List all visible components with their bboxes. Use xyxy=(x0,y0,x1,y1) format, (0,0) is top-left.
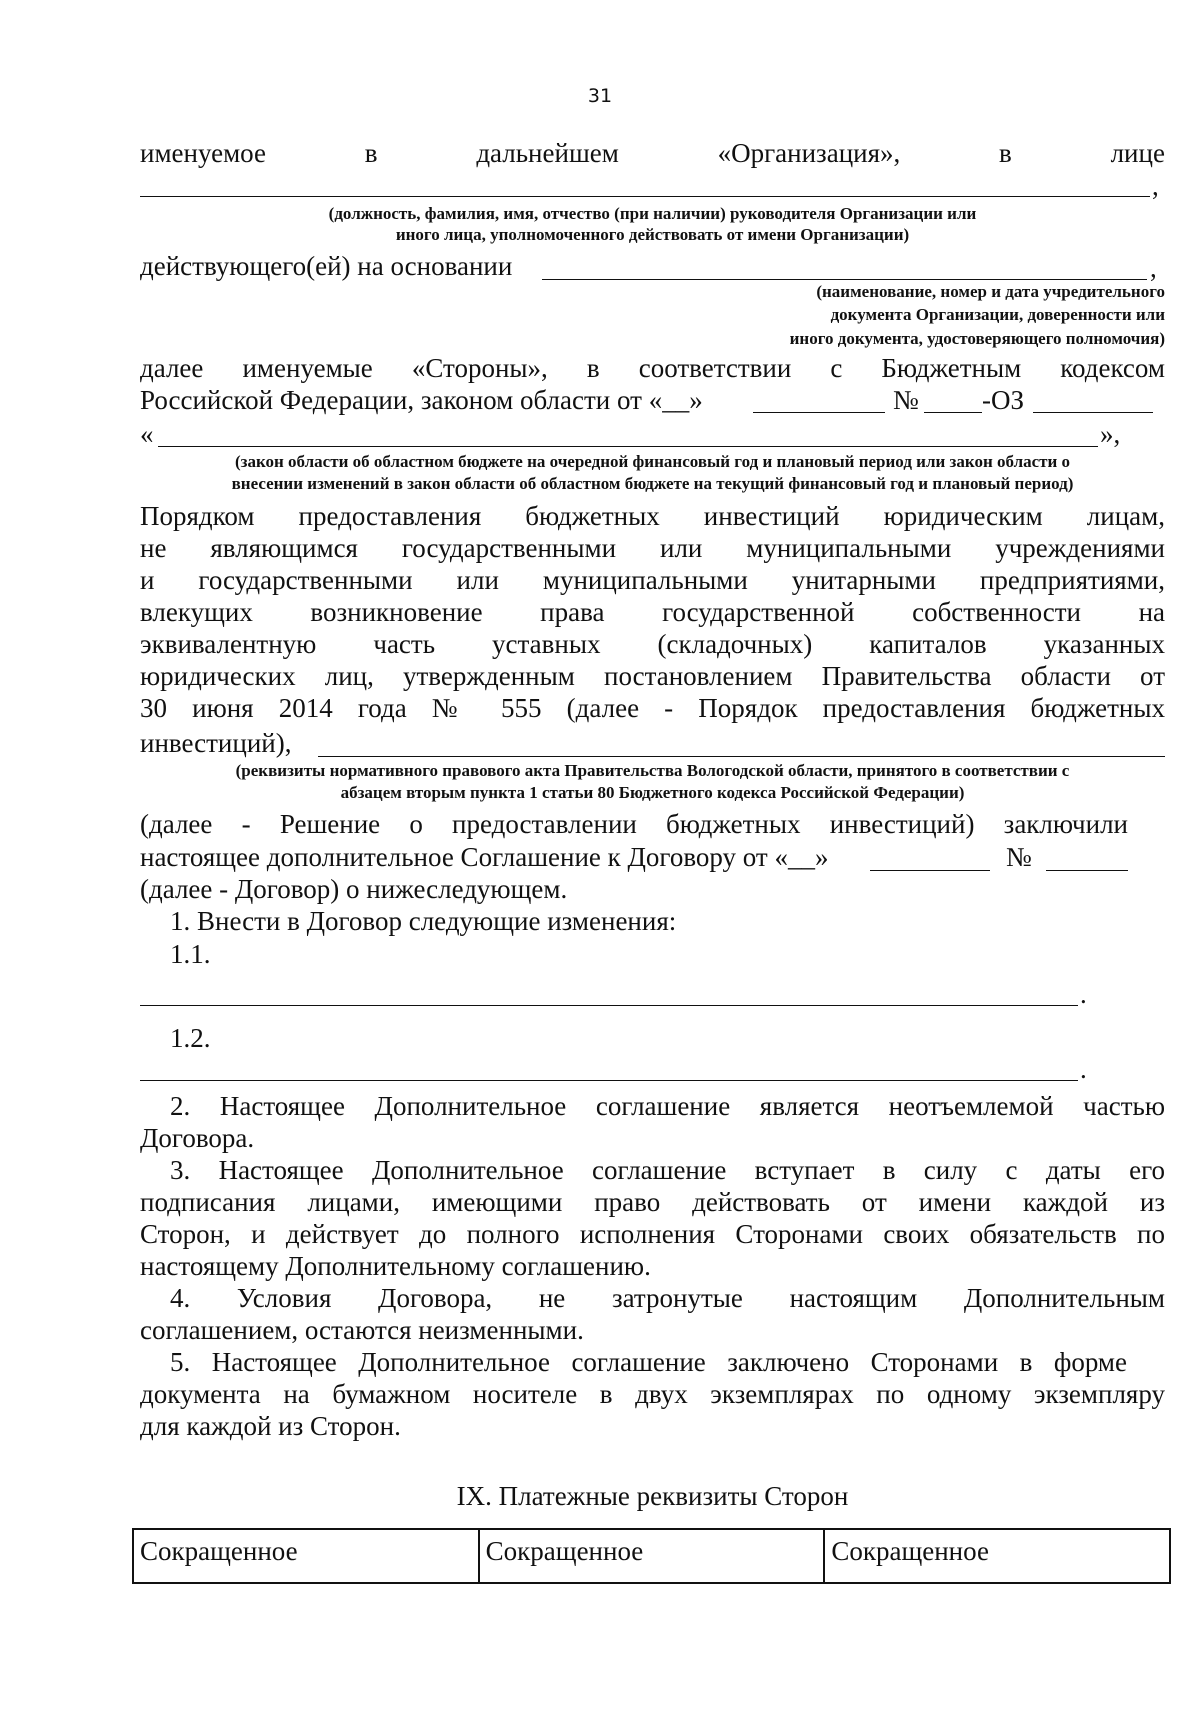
decision-line: (далее - Решение о предоставлении бюджетных инвестиций) заключили xyxy=(140,809,1128,839)
word: лице xyxy=(1110,138,1165,168)
agreement-number-sign: № xyxy=(1006,842,1032,872)
note-law-1: (закон области об областном бюджете на очередной финансовый год и плановый период или закон области о xyxy=(234,452,1071,471)
head-name-blank xyxy=(140,196,1150,197)
table-cell: Сокращенное xyxy=(134,1530,480,1582)
text-line: влекущих возникновение права государственной собственности на xyxy=(140,597,1165,627)
payment-details-table xyxy=(132,1528,1171,1584)
page-number: 31 xyxy=(587,85,613,107)
clause-2-line: Договора. xyxy=(140,1123,255,1153)
change-2-blank xyxy=(140,1080,1078,1081)
note-basis-1: (наименование, номер и дата учредительного xyxy=(816,282,1165,301)
table-cell: Сокращенное xyxy=(480,1530,826,1582)
clause-4-line: 4. Условия Договора, не затронутые настоящим Дополнительным xyxy=(170,1283,1165,1313)
quote-close: », xyxy=(1100,419,1121,449)
law-name-blank xyxy=(1033,412,1153,413)
clause-4-line: соглашением, остаются неизменными. xyxy=(140,1315,584,1345)
act-blank xyxy=(318,756,1165,757)
text-line: эквивалентную часть уставных (складочных) капиталов указанных xyxy=(140,629,1165,659)
note-basis-3: иного документа, удостоверяющего полномочия) xyxy=(789,329,1165,348)
text-line: Порядком предоставления бюджетных инвестиций юридическим лицам, xyxy=(140,501,1165,531)
agreement-number-blank xyxy=(1046,870,1128,871)
procedure-paragraph xyxy=(140,500,1165,724)
acting-basis: действующего(ей) на основании xyxy=(140,251,513,281)
change-item-2: 1.2. xyxy=(170,1023,211,1053)
note-basis-2: документа Организации, доверенности или xyxy=(830,305,1165,324)
clause-5-line: документа на бумажном носителе в двух экземплярах по одному экземпляру xyxy=(140,1379,1165,1409)
clause-5-line: 5. Настоящее Дополнительное соглашение заключено Сторонами в форме xyxy=(170,1347,1127,1377)
comma: , xyxy=(1150,253,1157,283)
law-suffix: -ОЗ xyxy=(982,385,1025,415)
change-item-1: 1.1. xyxy=(170,939,211,969)
comma: , xyxy=(1152,171,1159,201)
clause-5-line: для каждой из Сторон. xyxy=(140,1411,401,1441)
note-law-2: внесении изменений в закон области об областном бюджете на текущий финансовый год и плановый период) xyxy=(231,474,1074,493)
note-head-1: (должность, фамилия, имя, отчество (при наличии) руководителя Организации или xyxy=(328,204,977,223)
word: дальнейшем xyxy=(476,138,619,168)
law-date-blank xyxy=(753,412,885,413)
clause-3-line: 3. Настоящее Дополнительное соглашение вступает в силу с даты его xyxy=(170,1155,1165,1185)
clause-3-line: подписания лицами, имеющими право действовать от имени каждой из xyxy=(140,1187,1165,1217)
law-number-sign: № xyxy=(893,385,919,415)
law-title-blank xyxy=(158,446,1098,447)
agreement-date-blank xyxy=(870,870,990,871)
word: в xyxy=(999,138,1012,168)
dot: . xyxy=(1080,1054,1087,1084)
text-line: юридических лиц, утвержденным постановлением Правительства области от xyxy=(140,661,1165,691)
dot: . xyxy=(1080,979,1087,1009)
investments-word: инвестиций), xyxy=(140,728,292,758)
clauses xyxy=(140,1090,1165,1442)
parties-line: далее именуемые «Стороны», в соответствии с Бюджетным кодексом xyxy=(140,353,1165,383)
clause-2-line: 2. Настоящее Дополнительное соглашение является неотъемлемой частью xyxy=(170,1091,1165,1121)
clause-3-line: Сторон, и действует до полного исполнения Сторонами своих обязательств по xyxy=(140,1219,1165,1249)
law-number-blank xyxy=(924,412,982,413)
clause-3-line: настоящему Дополнительному соглашению. xyxy=(140,1251,651,1281)
changes-heading: 1. Внести в Договор следующие изменения: xyxy=(170,906,677,936)
text-line: и государственными или муниципальными унитарными предприятиями, xyxy=(140,565,1165,595)
agreement-line: настоящее дополнительное Соглашение к Договору от «__» xyxy=(140,842,829,872)
word: «Организация», xyxy=(717,138,901,168)
note-head-2: иного лица, уполномоченного действовать от имени Организации) xyxy=(395,225,910,244)
section-title: IX. Платежные реквизиты Сторон xyxy=(456,1481,849,1511)
word: в xyxy=(364,138,378,168)
basis-blank xyxy=(542,279,1147,280)
intro-line-1 xyxy=(140,137,1165,169)
quote-open: « xyxy=(140,419,154,449)
text-line: 30 июня 2014 года № 555 (далее - Порядок предоставления бюджетных xyxy=(140,693,1165,723)
table-cell: Сокращенное xyxy=(831,1536,989,1566)
law-line: Российской Федерации, законом области от «__» xyxy=(140,385,703,415)
note-act-2: абзацем вторым пункта 1 статьи 80 Бюджетного кодекса Российской Федерации) xyxy=(340,783,965,802)
word: именуемое xyxy=(140,138,266,168)
text-line: не являющимся государственными или муниципальными учреждениями xyxy=(140,533,1165,563)
contract-line: (далее - Договор) о нижеследующем. xyxy=(140,874,568,904)
change-1-blank xyxy=(140,1005,1078,1006)
note-act-1: (реквизиты нормативного правового акта Правительства Вологодской области, принятого в соответствии с xyxy=(235,761,1070,780)
